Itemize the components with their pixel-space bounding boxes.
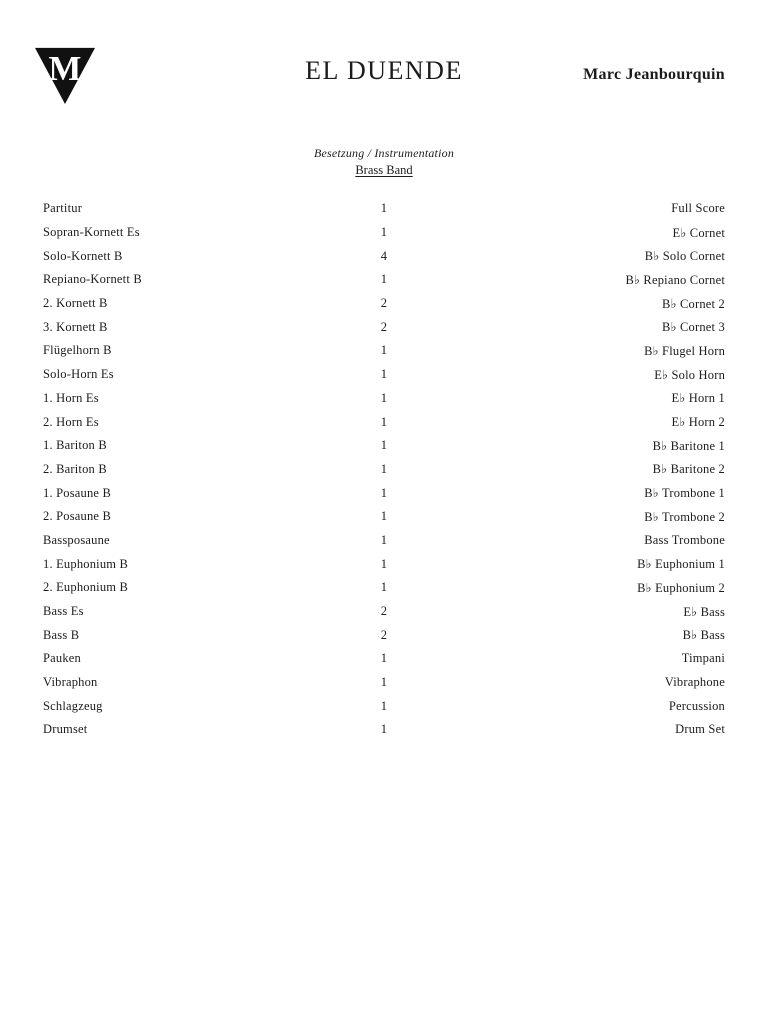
instrument-row	[0, 197, 768, 221]
instrument-row	[0, 552, 768, 576]
instrument-german-name: Pauken	[43, 651, 81, 666]
instrument-english-name: B♭ Solo Cornet	[644, 249, 726, 264]
instrument-quantity: 1	[380, 343, 388, 358]
instrument-quantity: 1	[380, 461, 388, 476]
instrument-quantity: 1	[380, 532, 388, 547]
instrument-quantity: 1	[380, 722, 388, 737]
instrument-german-name: Sopran-Kornett Es	[43, 225, 140, 240]
instrument-quantity: 1	[380, 675, 388, 690]
instrument-english-name: B♭ Baritone 1	[652, 438, 726, 453]
instrument-german-name: Bassposaune	[43, 532, 110, 547]
instrument-row	[0, 576, 768, 600]
instrument-english-name: B♭ Repiano Cornet	[625, 272, 726, 287]
instrument-row	[0, 315, 768, 339]
instrument-english-name: Full Score	[671, 201, 726, 216]
instrument-quantity: 1	[380, 272, 388, 287]
instrument-row	[0, 292, 768, 316]
instrument-row	[0, 671, 768, 695]
instrument-row	[0, 387, 768, 411]
page-title: EL DUENDE	[305, 56, 463, 85]
instrument-row	[0, 718, 768, 742]
instrument-row	[0, 244, 768, 268]
instrument-english-name: B♭ Cornet 2	[662, 296, 726, 311]
instrument-quantity: 1	[380, 556, 388, 571]
instrument-german-name: 2. Kornett B	[43, 296, 108, 311]
instrument-german-name: Drumset	[43, 722, 88, 737]
instrument-english-name: Bass Trombone	[644, 532, 726, 547]
instrument-english-name: B♭ Euphonium 2	[637, 580, 726, 595]
instrumentation-subtitle: Besetzung / Instrumentation	[313, 146, 455, 160]
instrument-german-name: 2. Posaune B	[43, 509, 112, 524]
instrument-quantity: 2	[380, 604, 388, 619]
instrument-german-name: 2. Horn Es	[43, 414, 99, 429]
logo-letter: M	[48, 48, 82, 88]
instrument-quantity: 1	[380, 367, 388, 382]
instrument-english-name: B♭ Trombone 1	[644, 486, 726, 501]
instrument-quantity: 4	[380, 248, 388, 263]
instrument-row	[0, 434, 768, 458]
instrument-german-name: 1. Horn Es	[43, 390, 99, 405]
instrument-row	[0, 623, 768, 647]
instrument-row	[0, 529, 768, 553]
instrument-german-name: 1. Bariton B	[43, 438, 107, 453]
instrument-quantity: 1	[380, 201, 388, 216]
instrument-german-name: Flügelhorn B	[43, 343, 112, 358]
instrument-row	[0, 410, 768, 434]
instrument-german-name: Schlagzeug	[43, 698, 103, 713]
instrument-english-name: Vibraphone	[664, 675, 726, 690]
instrument-quantity: 1	[380, 580, 388, 595]
instrument-row	[0, 363, 768, 387]
instrument-english-name: B♭ Flugel Horn	[644, 343, 726, 358]
instrument-english-name: B♭ Bass	[682, 628, 726, 643]
instrument-english-name: Percussion	[668, 698, 726, 713]
instrument-english-name: E♭ Solo Horn	[654, 367, 726, 382]
instrument-quantity: 1	[380, 651, 388, 666]
instrument-quantity: 2	[380, 319, 388, 334]
instrument-german-name: Solo-Horn Es	[43, 367, 114, 382]
instrument-english-name: E♭ Bass	[683, 604, 726, 619]
instrument-german-name: Solo-Kornett B	[43, 248, 123, 263]
instrument-row	[0, 268, 768, 292]
instrument-row	[0, 458, 768, 482]
instrument-english-name: E♭ Horn 1	[671, 391, 726, 406]
instrument-english-name: E♭ Horn 2	[671, 415, 726, 430]
instrument-quantity: 2	[380, 296, 388, 311]
instrument-english-name: Timpani	[681, 651, 726, 666]
instrument-quantity: 1	[380, 485, 388, 500]
instrument-english-name: B♭ Euphonium 1	[637, 557, 726, 572]
instrument-quantity: 2	[380, 627, 388, 642]
instrument-english-name: E♭ Cornet	[672, 225, 726, 240]
instrument-row	[0, 505, 768, 529]
instrument-german-name: Vibraphon	[43, 675, 98, 690]
instrument-german-name: 2. Euphonium B	[43, 580, 129, 595]
instrument-row	[0, 647, 768, 671]
instrument-german-name: 1. Posaune B	[43, 485, 112, 500]
instrument-quantity: 1	[380, 390, 388, 405]
instrument-row	[0, 221, 768, 245]
ensemble-label-text: Brass Band	[355, 163, 413, 177]
instrument-row	[0, 481, 768, 505]
instrument-quantity: 1	[380, 698, 388, 713]
composer-name: Marc Jeanbourquin	[583, 66, 725, 83]
instrument-quantity: 1	[380, 414, 388, 429]
instrument-english-name: B♭ Trombone 2	[644, 509, 726, 524]
ensemble-label	[0, 163, 768, 178]
instrumentation-table	[0, 197, 768, 742]
instrument-german-name: Repiano-Kornett B	[43, 272, 142, 287]
instrument-quantity: 1	[380, 509, 388, 524]
instrument-german-name: Partitur	[43, 201, 83, 216]
instrument-row	[0, 694, 768, 718]
instrument-german-name: Bass Es	[43, 604, 84, 619]
instrument-english-name: B♭ Baritone 2	[652, 462, 726, 477]
instrument-german-name: 1. Euphonium B	[43, 556, 129, 571]
instrument-row	[0, 600, 768, 624]
instrument-row	[0, 339, 768, 363]
instrument-english-name: B♭ Cornet 3	[662, 320, 726, 335]
instrument-german-name: 3. Kornett B	[43, 319, 108, 334]
instrument-quantity: 1	[380, 438, 388, 453]
instrument-german-name: 2. Bariton B	[43, 461, 107, 476]
instrument-german-name: Bass B	[43, 627, 80, 642]
instrument-english-name: Drum Set	[675, 722, 726, 737]
instrument-quantity: 1	[380, 225, 388, 240]
